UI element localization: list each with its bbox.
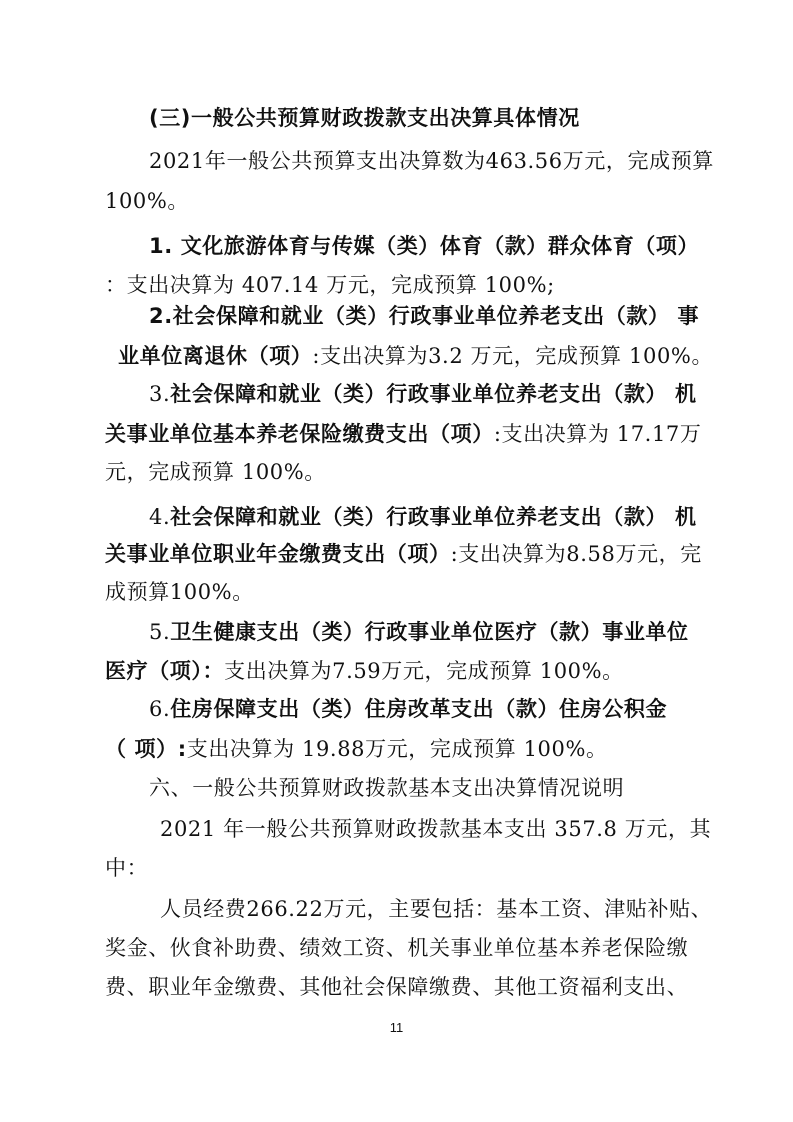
section-6-paragraph-1-line-1: 2021 年一般公共预算财政拨款基本支出 357.8 万元，其 bbox=[160, 817, 712, 841]
item-4-title-line-2: 关事业单位职业年金缴费支出（项） bbox=[105, 542, 451, 566]
item-6-detail: 支出决算为 19.88万元，完成预算 100%。 bbox=[186, 737, 608, 761]
item-3-number: 3. bbox=[149, 382, 171, 406]
item-5-detail: 支出决算为7.59万元，完成预算 100%。 bbox=[224, 659, 624, 683]
item-5-line-1 bbox=[149, 617, 689, 647]
item-4-line-2 bbox=[105, 539, 702, 569]
item-4-title-line-1: 社会保障和就业（类）行政事业单位养老支出（款） 机 bbox=[170, 505, 697, 529]
intro-line-1: 2021年一般公共预算支出决算数为463.56万元，完成预算 bbox=[149, 149, 714, 173]
item-1-title: 1. 文化旅游体育与传媒（类）体育（款）群众体育（项） bbox=[149, 234, 700, 258]
item-3-line-2 bbox=[105, 419, 701, 449]
item-5-number: 5. bbox=[149, 620, 171, 644]
item-3-line-3: 元，完成预算 100%。 bbox=[105, 460, 326, 484]
item-5-title-line-1: 卫生健康支出（类）行政事业单位医疗（款）事业单位 bbox=[170, 620, 689, 644]
item-1-detail: ：支出决算为 407.14 万元，完成预算 100%; bbox=[105, 273, 555, 297]
item-3-detail: :支出决算为 17.17万 bbox=[493, 422, 702, 446]
item-3-title-line-2: 关事业单位基本养老保险缴费支出（项） bbox=[105, 422, 494, 446]
item-3-line-1 bbox=[149, 379, 697, 409]
item-4-line-1 bbox=[149, 502, 697, 532]
item-2-title-line-1: 2.社会保障和就业（类）行政事业单位养老支出（款） 事 bbox=[149, 304, 700, 328]
item-2-line-2 bbox=[118, 341, 713, 371]
section-6-paragraph-2-line-3: 费、职业年金缴费、其他社会保障缴费、其他工资福利支出、 bbox=[105, 975, 689, 999]
intro-line-2: 100%。 bbox=[105, 189, 190, 213]
item-5-line-2 bbox=[105, 656, 624, 686]
item-4-line-3: 成预算100%。 bbox=[105, 580, 254, 604]
section-6-paragraph-2-line-1: 人员经费266.22万元，主要包括：基本工资、津贴补贴、 bbox=[160, 897, 713, 921]
item-3-title-line-1: 社会保障和就业（类）行政事业单位养老支出（款） 机 bbox=[170, 382, 697, 406]
item-4-detail: :支出决算为8.58万元，完 bbox=[450, 542, 702, 566]
item-6-title-line-2: （ 项）: bbox=[105, 737, 187, 761]
item-4-number: 4. bbox=[149, 505, 171, 529]
section-6-paragraph-2-line-2: 奖金、伙食补助费、绩效工资、机关事业单位基本养老保险缴 bbox=[105, 936, 689, 960]
item-2-title-line-2: 业单位离退休（项） bbox=[118, 344, 313, 368]
item-5-title-line-2: 医疗（项）： bbox=[105, 659, 225, 683]
item-6-title-line-1: 住房保障支出（类）住房改革支出（款）住房公积金 bbox=[170, 697, 668, 721]
section-6-paragraph-1-line-2: 中： bbox=[105, 856, 149, 880]
section-heading: (三)一般公共预算财政拨款支出决算具体情况 bbox=[149, 106, 580, 130]
item-6-line-2 bbox=[105, 734, 608, 764]
item-2-detail: :支出决算为3.2 万元，完成预算 100%。 bbox=[312, 344, 714, 368]
item-6-number: 6. bbox=[149, 697, 171, 721]
section-6-heading: 六、一般公共预算财政拨款基本支出决算情况说明 bbox=[149, 776, 625, 800]
page-number: 11 bbox=[389, 1020, 404, 1035]
item-6-line-1 bbox=[149, 694, 667, 724]
